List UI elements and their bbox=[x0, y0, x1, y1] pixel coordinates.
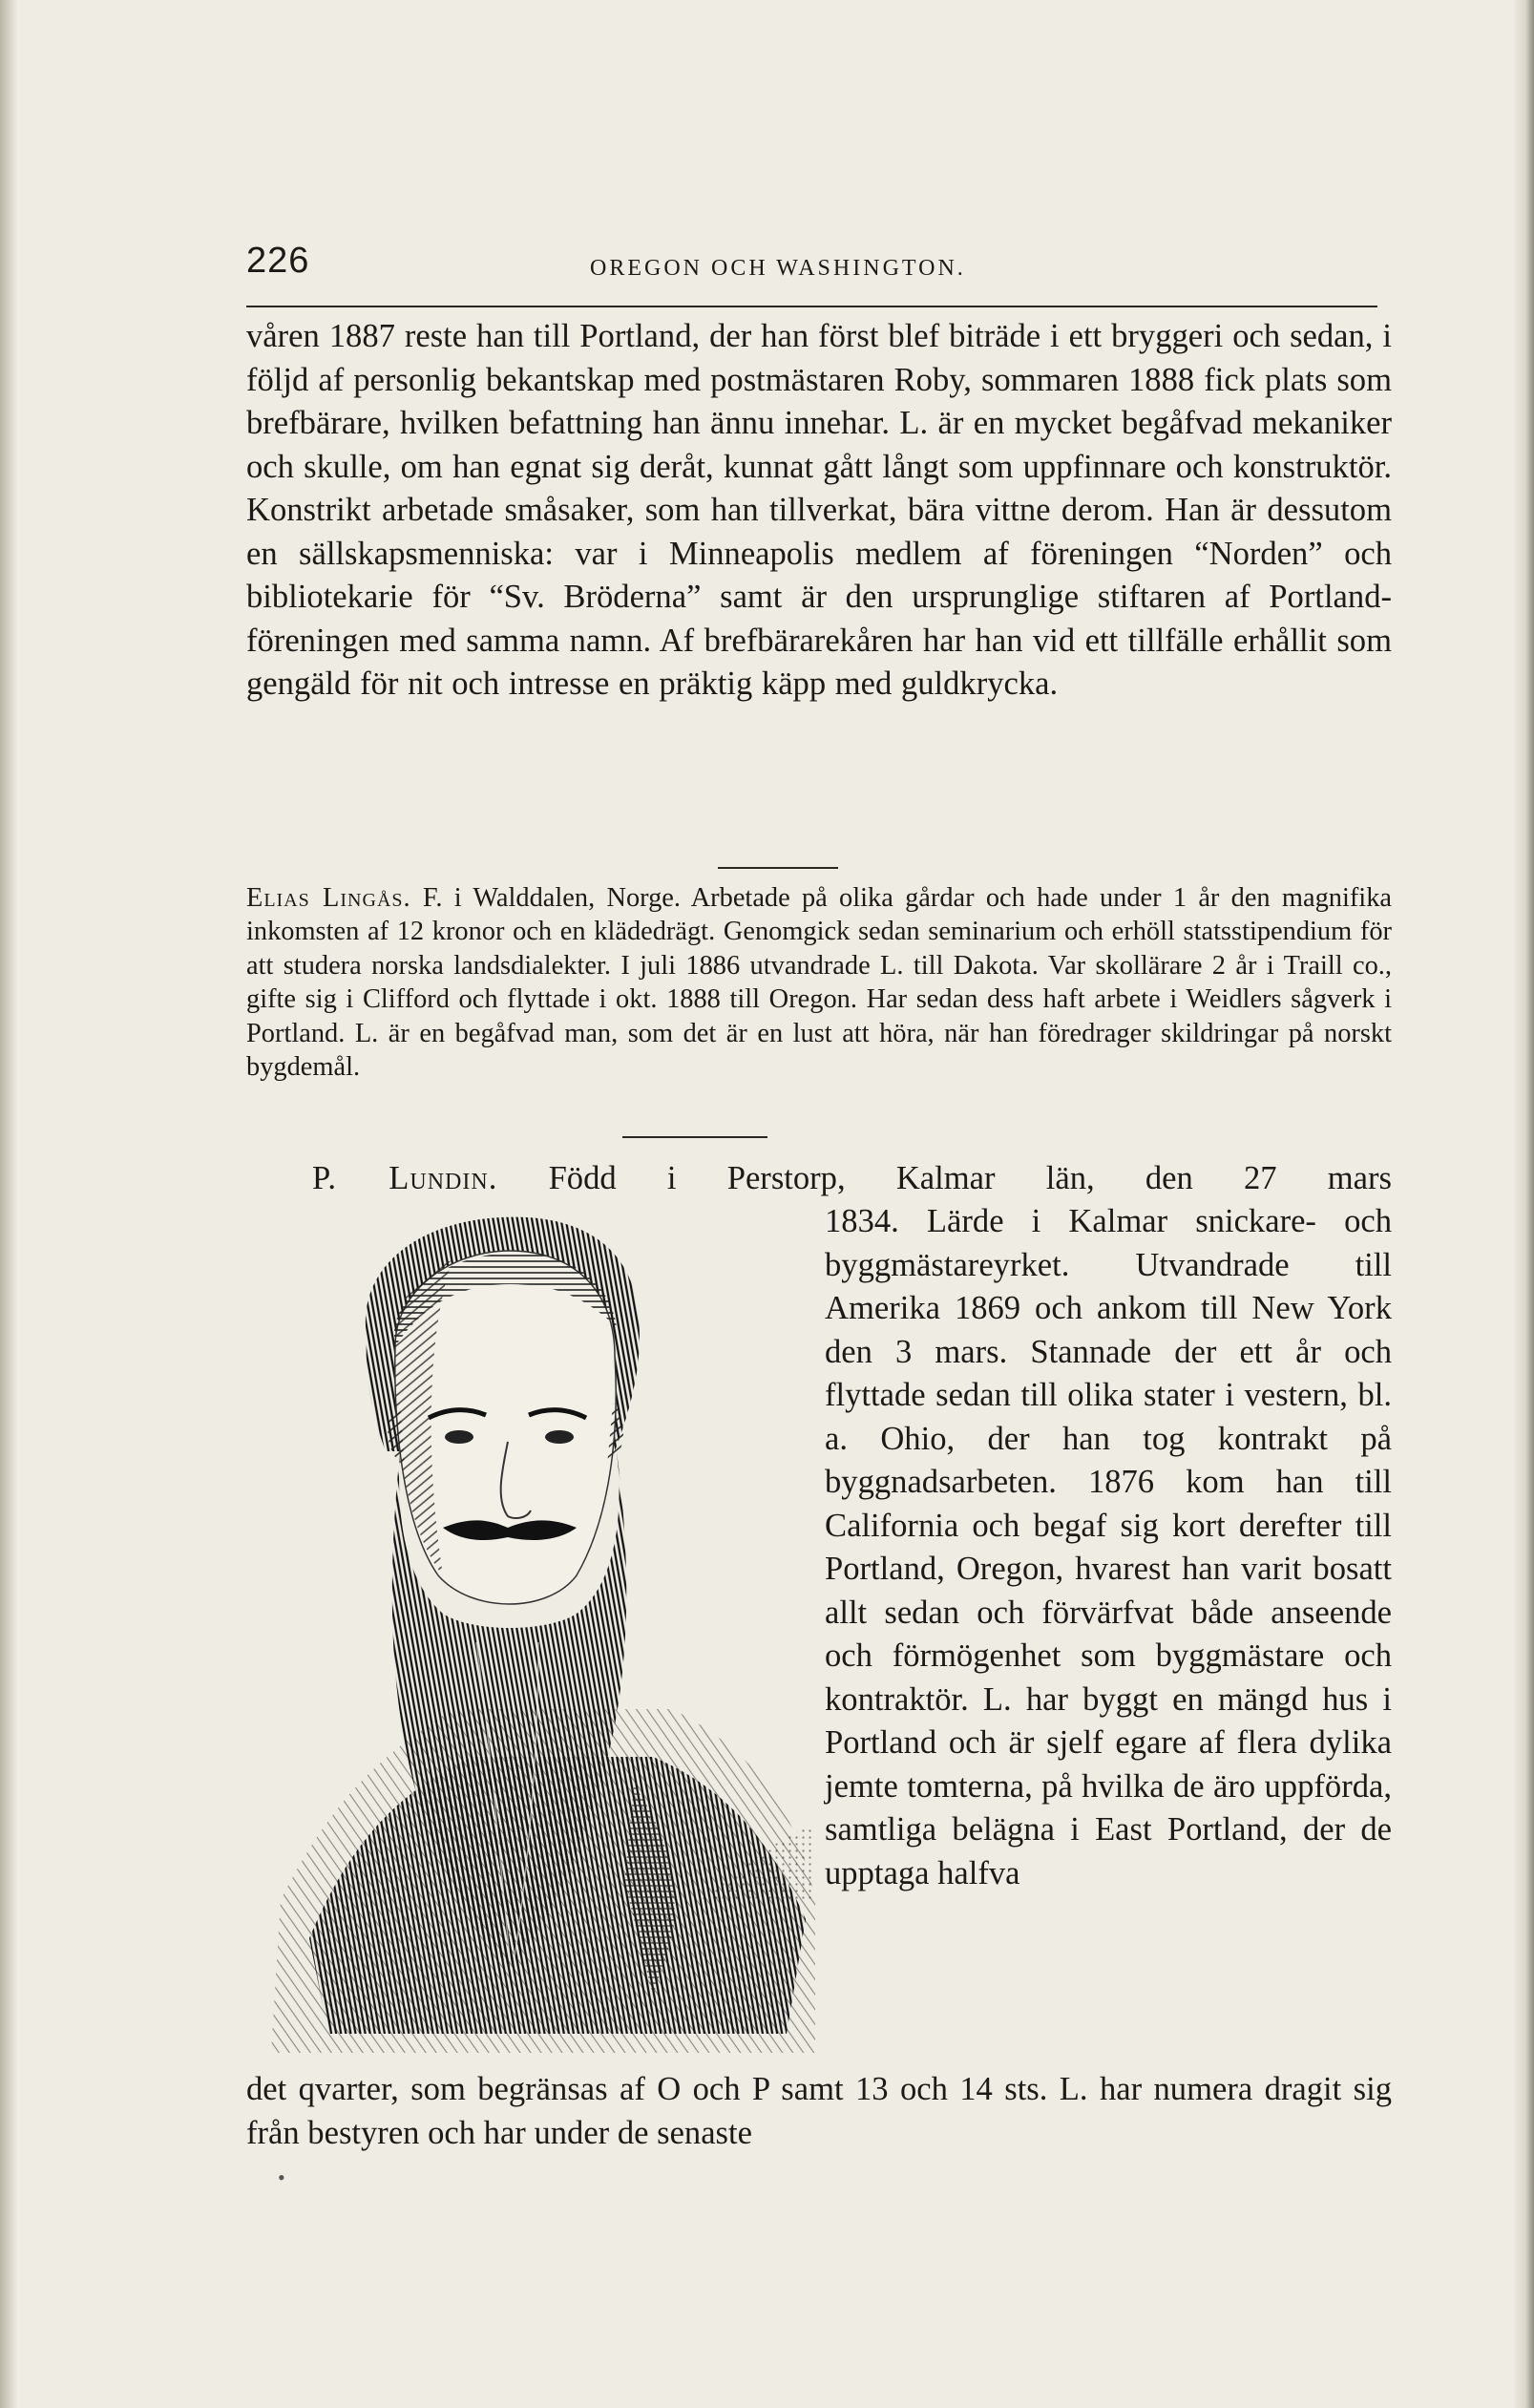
page-number: 226 bbox=[246, 241, 310, 281]
page-left-shadow bbox=[0, 0, 17, 2408]
biography-lundin-continuation: det qvarter, som begränsas af O och P samt 13 och 14 sts. L. har numera dragit sig från bestyren och har under de senaste bbox=[246, 2071, 1392, 2151]
biography-body: F. i Walddalen, Norge. Arbetade på olika gårdar och hade under 1 år den magnifika inkomsten af 12 kronor och en klädedrägt. Genomgick sedan seminarium och erhöll statsstipendium för att studera norska landsdialekter. I juli 1886 utvandrade L. till Dakota. Var skollärare 2 år i Traill co., gifte sig i Clifford och flyttade i okt. 1888 till Oregon. Har sedan dess haft arbete i Weidlers sågverk i Portland. L. är en begåfvad man, som det är en lust att höra, när han föredrager skildringar på norskt bygdemål. bbox=[246, 883, 1392, 1083]
header-rule bbox=[246, 306, 1377, 307]
biography-lundin-heading-line bbox=[312, 1157, 1392, 1201]
section-divider bbox=[718, 867, 838, 869]
biography-name: P. Lundin. bbox=[312, 1160, 498, 1196]
section-divider bbox=[622, 1136, 767, 1138]
page-right-edge bbox=[1513, 0, 1534, 2408]
portrait-engraving bbox=[252, 1213, 815, 2053]
biography-elias-lingas bbox=[246, 881, 1392, 1084]
running-title: OREGON OCH WASHINGTON. bbox=[590, 256, 966, 281]
stray-ink-mark: • bbox=[278, 2165, 285, 2189]
biography-lundin-column: 1834. Lärde i Kalmar snickare- och byggmästareyrket. Utvandrade till Amerika 1869 och ankom till New York den 3 mars. Stannade der ett år och flyttade sedan till olika stater i vestern, bl. a. Ohio, der han tog kontrakt på byggnadsarbeten. 1876 kom han till California och begaf sig kort derefter till Portland, Oregon, hvarest han varit bosatt allt sedan och förvärfvat både anseende och förmögenhet som byggmästare och kontraktör. L. har byggt en mängd hus i Portland och är sjelf egare af flera dylika jemte tomterna, på hvilka de äro uppförda, samtliga belägna i East Portland, der de upptaga halfva bbox=[825, 1203, 1392, 1891]
biography-heading-text: Född i Perstorp, Kalmar län, den 27 mars bbox=[497, 1160, 1393, 1196]
page-header bbox=[246, 241, 1377, 288]
paragraph-continuation: våren 1887 reste han till Portland, der han först blef biträde i ett bryggeri och sedan, i följd af personlig bekantskap med postmästaren Roby, sommaren 1888 fick plats som brefbärare, hvilken befattning han ännu innehar. L. är en mycket begåfvad mekaniker och skulle, om han egnat sig deråt, kunnat gått långt som uppfinnare och konstruktör. Konstrikt arbetade småsaker, som han tillverkat, bära vittne derom. Han är dessutom en sällskapsmenniska: var i Minneapolis medlem af föreningen “Norden” och bibliotekarie för “Sv. Bröderna” samt är den ursprunglige stiftaren af Portland-föreningen med samma namn. Af brefbärarekåren har han vid ett tillfälle erhållit som gengäld för nit och intresse en präktig käpp med guldkrycka. bbox=[246, 318, 1392, 702]
biography-name: Elias Lingås. bbox=[246, 883, 411, 913]
